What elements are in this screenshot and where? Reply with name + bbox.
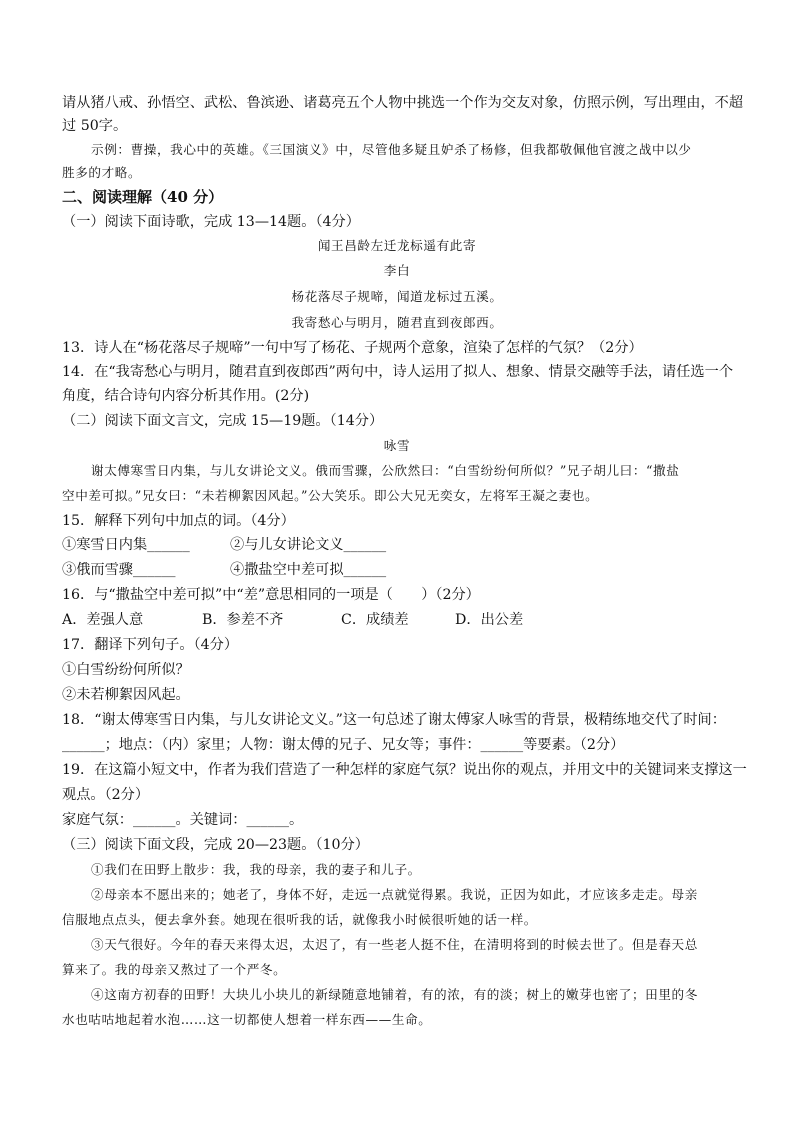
question-13: 13．诗人在“杨花落尽子规啼”一句中写了杨花、子规两个意象，渲染了怎样的气氛？（2分） [62,340,643,356]
section-heading: 二、阅读理解（40 分） [62,188,224,206]
example-line: 胜多的才略。 [62,165,142,180]
classical-text-line: 空中差可拟。”兄女曰：“未若柳絮因风起。”公大笑乐。即公大兄无奕女，左将军王凝之妻也。 [62,488,599,503]
part-instruction: （二）阅读下面文言文，完成 15—19题。（14分） [62,413,384,429]
text-title: 咏雪 [383,438,411,453]
prose-paragraph: 水也咕咕地起着水泡……这一切都使人想着一样东西——生命。 [62,1012,432,1027]
question-14: 14．在“我寄愁心与明月，随君直到夜郎西”两句中，诗人运用了拟人、想象、情景交融等手法，请任选一个 [62,364,734,380]
q16-option: C．成绩差 [341,612,409,628]
question-17: 17．翻译下列句子。（4分） [62,637,239,653]
q15-item: ①寒雪日内集______ [62,537,190,553]
q16-option: D．出公差 [455,612,524,628]
prose-paragraph: 信服地点点头，便去拿外套。她现在很听我的话，就像我小时候很听她的话一样。 [62,912,537,927]
question-19: 观点。（2分） [62,787,150,803]
part-instruction: （三）阅读下面文段，完成 20—23题。（10分） [62,837,369,853]
q17-item: ①白雪纷纷何所似？ [62,662,190,678]
poem-author: 李白 [383,263,411,278]
example-line: 示例：曹操，我心中的英雄。《三国演义》中，尽管他多疑且妒杀了杨修，但我都敬佩他官渡之战中以少 [91,142,692,157]
poem-title: 闻王昌龄左迁龙标遥有此寄 [317,238,477,253]
question-15: 15．解释下列句中加点的词。（4分） [62,513,295,529]
q15-item: ③俄而雪骤______ [62,562,176,578]
q16-option: B．参差不齐 [202,612,284,628]
classical-text-line: 谢太傅寒雪日内集，与儿女讲论文义。俄而雪骤，公欣然曰：“白雪纷纷何所似？”兄子胡儿曰：“撒盐 [91,463,680,478]
part-instruction: （一）阅读下面诗歌，完成 13—14题。（4分） [62,214,360,230]
prose-paragraph: ①我们在田野上散步：我，我的母亲，我的妻子和儿子。 [91,862,421,877]
poem-line: 我寄愁心与明月，随君直到夜郎西。 [291,315,503,330]
q15-item: ④撒盐空中差可拟______ [230,562,387,578]
prose-paragraph: ②母亲本不愿出来的；她老了，身体不好，走远一点就觉得累。我说，正因为如此，才应该多走走。母亲 [91,887,698,902]
intro-question-line: 过 50字。 [62,118,128,134]
question-19: 19．在这篇小短文中，作者为我们营造了一种怎样的家庭气氛？说出你的观点，并用文中的关键词来支撑这一 [62,762,747,778]
question-18: 18．“谢太傅寒雪日内集，与儿女讲论文义。”这一句总述了谢太傅家人咏雪的背景，极精练地交代了时间： [62,712,726,728]
question-18: ______；地点：（内）家里；人物：谢太傅的兄子、兄女等；事件：______等要素。（2分） [62,737,625,753]
prose-paragraph: ③天气很好。今年的春天来得太迟，太迟了，有一些老人挺不住，在清明将到的时候去世了。但是春天总 [91,937,698,952]
q16-option: A．差强人意 [62,612,144,628]
question-14: 角度，结合诗句内容分析其作用。(2分) [62,388,310,404]
prose-paragraph: ④这南方初春的田野！大块儿小块儿的新绿随意地铺着，有的浓，有的淡；树上的嫩芽也密了；田里的冬 [91,987,698,1002]
q17-item: ②未若柳絮因风起。 [62,687,190,703]
question-19-answer-line: 家庭气氛：______。关键词：______。 [62,812,304,828]
prose-paragraph: 算来了。我的母亲又熬过了一个严冬。 [62,962,287,977]
q15-item: ②与儿女讲论文义______ [230,537,387,553]
intro-question-line: 请从猪八戒、孙悟空、武松、鲁滨逊、诸葛亮五个人物中挑选一个作为交友对象，仿照示例，写出理由，不超 [62,95,744,111]
poem-line: 杨花落尽子规啼，闻道龙标过五溪。 [291,289,503,304]
question-16: 16．与“撒盐空中差可拟”中“差”意思相同的一项是（ ）（2分） [62,587,480,603]
